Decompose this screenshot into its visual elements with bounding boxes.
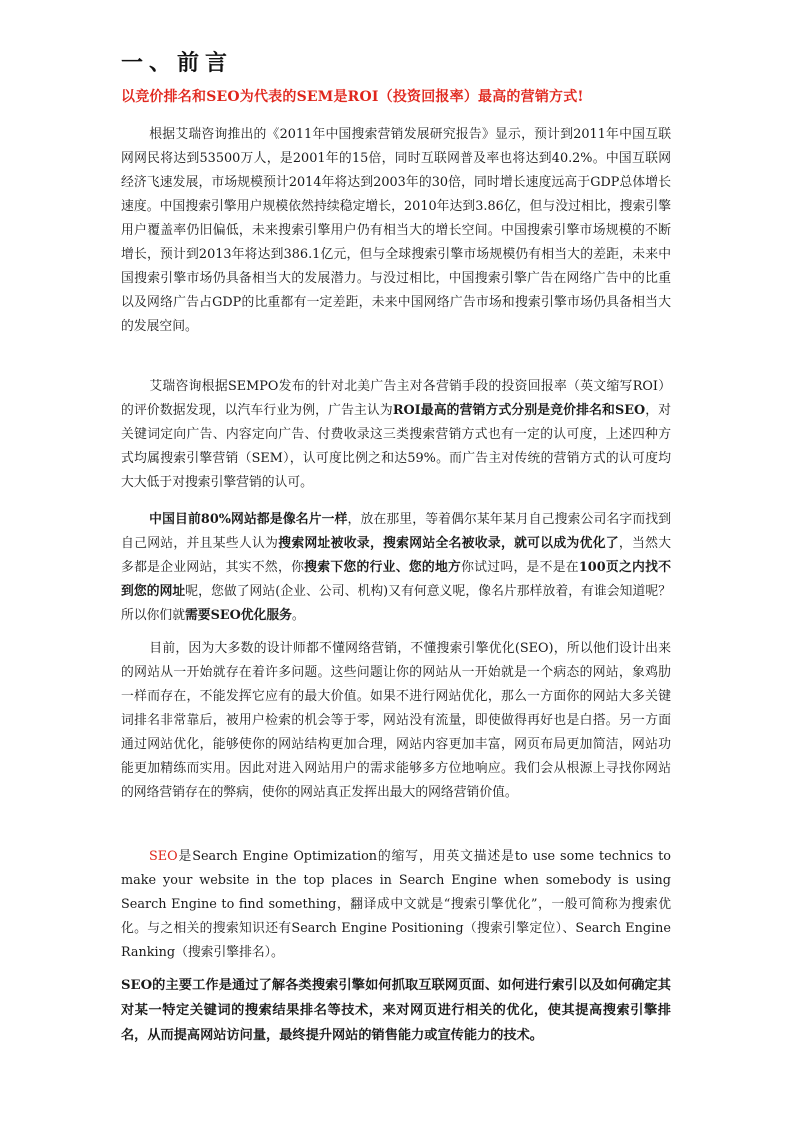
summary-paragraph: SEO的主要工作是通过了解各类搜索引擎如何抓取互联网页面、如何进行索引以及如何确定其对某一特定关键词的搜索结果排名等技术，来对网页进行相关的优化，使其提高搜索引擎排名，从而提高网站访问量，最终提升网站的销售能力或宣传能力的技术。 [121, 978, 671, 1043]
paragraph-5 [121, 845, 671, 965]
paragraph-1 [121, 123, 671, 339]
page-title: 一、前言 [121, 50, 234, 76]
paragraph-3-bold-c: 搜索网址被收录，搜索网站全名被收录，就可以成为优化了 [278, 536, 619, 551]
paragraph-3 [121, 508, 671, 628]
paragraph-3-text-h: 呢，您做了网站(企业、公司、机构)又有何意义呢，像名片那样放着，有谁会知道呢？所以你们就 [121, 584, 671, 623]
paragraph-2-text-c: ，对关键词定向广告、内容定向广告、付费收录这三类搜索营销方式也有一定的认可度，上述四种方式均属搜索引擎营销（SEM），认可度比例之和达59%。而广告主对传统的营销方式的认可度均大大低于对搜索引擎营销的认可。 [121, 403, 672, 490]
paragraph-3-text-b: ，放在那里，等着偶尔某年某月自己搜索公司名字而找到自己网站，并且某些人认为 [121, 512, 672, 551]
paragraph-2-text-a: 艾瑞咨询根据SEMPO发布的针对北美广告主对各营销手段的投资回报率（英文缩写ROI）的评价数据发现，以汽车行业为例，广告主认为 [121, 379, 671, 418]
paragraph-2 [121, 375, 671, 495]
seo-term: SEO [149, 849, 178, 864]
paragraph-4 [121, 637, 671, 805]
subtitle: 以竞价排名和SEO为代表的SEM是ROI（投资回报率）最高的营销方式! [121, 89, 584, 105]
paragraph-2-bold: ROI最高的营销方式分别是竞价排名和SEO [392, 403, 646, 418]
paragraph-3-text-f: 你试过吗，是不是在 [461, 560, 579, 575]
paragraph-3-text-d: ，当然大多都是企业网站，其实不然，你 [121, 536, 672, 575]
paragraph-3-bold-a: 中国目前80%网站都是像名片一样 [149, 512, 348, 527]
paragraph-3-bold-i: 需要SEO优化服务 [184, 608, 292, 623]
paragraph-5-text: 是Search Engine Optimization的缩写，用英文描述是to use some technics to make your website in the top places in Search Engine when somebody is using Search Engine to find something，翻译成中文就是“搜索引擎优化”，一般可简称为搜索优化。与之相关的搜索知识还有Search Engine Positioning（搜索引擎定位）、Search Engine Ranking（搜索引擎排名）。 [121, 849, 671, 960]
paragraph-4-text: 目前，因为大多数的设计师都不懂网络营销，不懂搜索引擎优化(SEO)，所以他们设计出来的网站从一开始就存在着许多问题。这些问题让你的网站从一开始就是一个病态的网站，象鸡肋一样而存在，不能发挥它应有的最大价值。如果不进行网站优化，那么一方面你的网站大多关键词排名非常靠后，被用户检索的机会等于零，网站没有流量，即使做得再好也是白搭。另一方面通过网站优化，能够使你的网站结构更加合理，网站内容更加丰富，网页布局更加简洁，网站功能更加精练而实用。因此对进入网站用户的需求能够多方位地响应。我们会从根源上寻找你网站的网络营销存在的弊病，使你的网站真正发挥出最大的网络营销价值。 [121, 641, 671, 800]
paragraph-3-bold-g: 100页之内找不到您的网址 [121, 560, 672, 599]
paragraph-3-text-j: 。 [291, 608, 305, 623]
paragraph-3-bold-e: 搜索下您的行业、您的地方 [304, 560, 462, 575]
paragraph-1-text: 根据艾瑞咨询推出的《2011年中国搜索营销发展研究报告》显示，预计到2011年中国互联网网民将达到53500万人，是2001年的15倍，同时互联网普及率也将达到40.2%。中国互联网经济飞速发展，市场规模预计2014年将达到2003年的30倍，同时增长速度远高于GDP总体增长速度。中国搜索引擎用户规模依然持续稳定增长，2010年达到3.86亿，但与没过相比，搜索引擎用户覆盖率仍旧偏低，未来搜索引擎用户仍有相当大的增长空间。中国搜索引擎市场规模的不断增长，预计到2013年将达到386.1亿元，但与全球搜索引擎市场规模仍有相当大的差距，未来中国搜索引擎市场仍具备相当大的发展潜力。与没过相比，中国搜索引擎广告在网络广告中的比重以及网络广告占GDP的比重都有一定差距，未来中国网络广告市场和搜索引擎市场仍具备相当大的发展空间。 [121, 127, 671, 334]
